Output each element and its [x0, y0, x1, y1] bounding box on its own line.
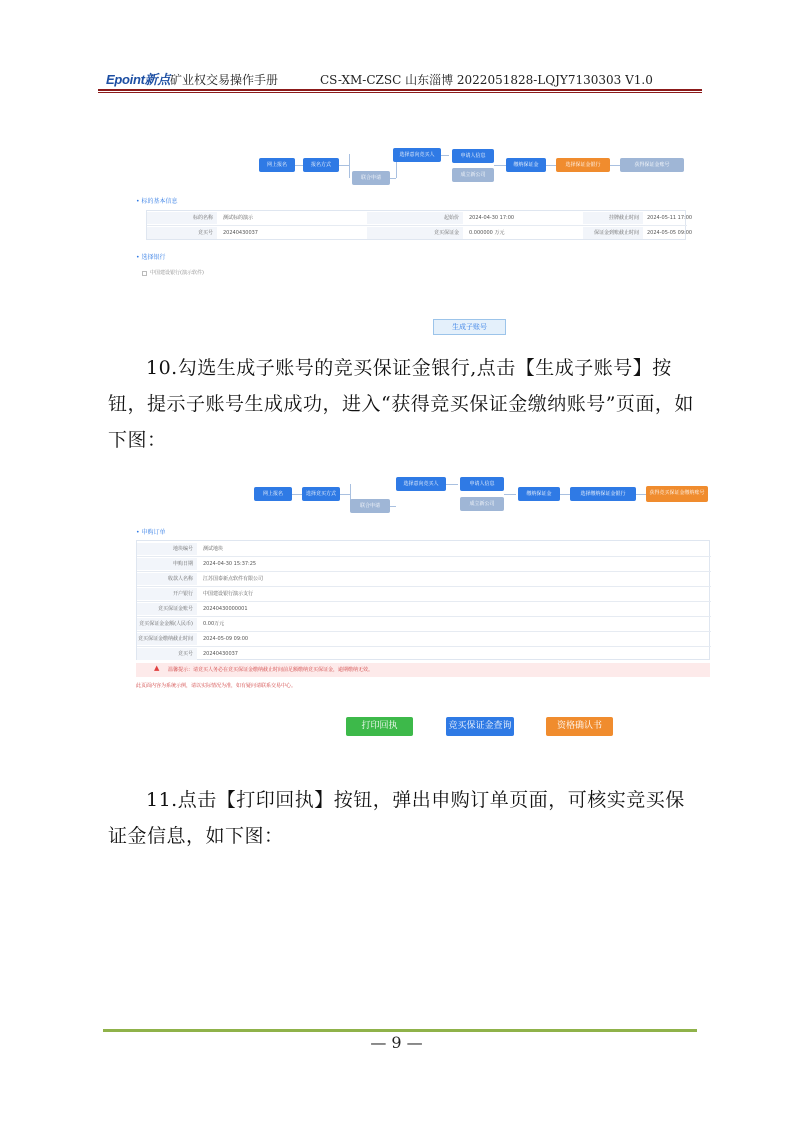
flow-step: 选择缴纳保证金银行 [570, 487, 636, 501]
flow-step: 缴纳保证金 [506, 158, 546, 172]
page-header [100, 66, 702, 90]
note-text: 此页面内容为系统示例，请以实际情况为准，如有疑问请联系交易中心。 [136, 683, 297, 689]
flow-step: 选择意向竞买人 [393, 148, 441, 162]
flow-step: 联合申请 [352, 171, 390, 185]
table-label: 竞买保证金 [367, 227, 463, 239]
table-value: 20240430037 [203, 651, 238, 657]
table-label: 竞买号 [147, 227, 217, 239]
bank-option-label: 中国建设银行(演示软件) [150, 270, 204, 276]
table-value: 江苏国泰新点软件有限公司 [203, 576, 264, 582]
warning-icon: ▲ [154, 664, 160, 672]
flow-step: 报名方式 [303, 158, 339, 172]
table-value: 2024-04-30 17:00 [469, 215, 515, 221]
flow-step: 网上报名 [254, 487, 292, 501]
order-table [136, 540, 710, 660]
flow-step: 选择意向竞买人 [396, 477, 446, 491]
screenshot-deposit-account [128, 480, 710, 740]
paragraph-step-11: 11.点击【打印回执】按钮，弹出申购订单页面，可核实竞买保证金信息，如下图： [108, 789, 685, 847]
flow-step: 获得竞买保证金缴纳账号 [646, 486, 708, 502]
warning-banner [136, 663, 710, 677]
table-label: 收款人名称 [137, 573, 197, 585]
flow-step: 选择竞买方式 [302, 487, 340, 501]
table-value: 2024-05-09 09:00 [203, 636, 249, 642]
table-value: 20240430037 [223, 230, 258, 236]
flow-step: 缴纳保证金 [518, 487, 560, 501]
flow-step: 获得保证金账号 [620, 158, 684, 172]
table-value: 测试地块 [203, 546, 224, 552]
flow-step: 成立新公司 [460, 497, 504, 511]
flow-step: 选择保证金银行 [556, 158, 610, 172]
flow-step: 联合申请 [350, 499, 390, 513]
table-value: 测试标的演示 [223, 215, 254, 221]
epoint-logo: Epoint新点 [106, 72, 171, 87]
bank-checkbox[interactable] [142, 271, 147, 276]
table-label: 申购日期 [137, 558, 197, 570]
flow-step: 申请人信息 [452, 149, 494, 163]
flow-step: 成立新公司 [452, 168, 494, 182]
table-label: 保证金到账截止时间 [583, 227, 643, 239]
table-label: 竞买保证金金额(人民币) [137, 618, 197, 630]
section-title: • 申购订单 [136, 527, 166, 536]
print-receipt-button[interactable]: 打印回执 [346, 717, 413, 736]
table-label: 竞买保证金账号 [137, 603, 197, 615]
header-code: CS-XM-CZSC 山东淄博 2022051828-LQJY7130303 V1.0 [320, 73, 653, 87]
table-value: 0.00万元 [203, 621, 225, 627]
table-value: 2024-05-05 09:00 [647, 230, 693, 236]
table-label: 竞买保证金缴纳截止时间 [137, 633, 197, 645]
section-title: • 选择银行 [136, 252, 166, 261]
table-value: 2024-04-30 15:37:25 [203, 561, 257, 567]
section-title: • 标的基本信息 [136, 196, 178, 205]
info-table [146, 210, 693, 240]
header-title: 矿业权交易操作手册 [170, 73, 279, 87]
flow-step: 网上报名 [259, 158, 295, 172]
warning-text: 温馨提示：请竞买人务必在竞买保证金缴纳截止时间前足额缴纳竞买保证金，逾期缴纳无效。 [168, 667, 374, 673]
page-number: — 9 — [370, 1033, 423, 1052]
table-label: 开户银行 [137, 588, 197, 600]
table-value: 2024-05-11 17:00 [647, 215, 693, 221]
header-rule-thin [98, 92, 702, 93]
table-label: 标的名称 [147, 212, 217, 224]
generate-subaccount-button[interactable]: 生成子账号 [433, 319, 506, 335]
table-value: 0.000000 万元 [469, 230, 505, 236]
header-rule [98, 89, 702, 91]
table-label: 竞买号 [137, 648, 197, 660]
qualification-button[interactable]: 资格确认书 [546, 717, 613, 736]
flow-step: 申请人信息 [460, 477, 504, 491]
table-label: 挂牌截止时间 [583, 212, 643, 224]
table-value: 中国建设银行演示支行 [203, 591, 254, 597]
footer-rule [103, 1029, 697, 1032]
screenshot-bank-selection [128, 140, 693, 340]
table-label: 地块编号 [137, 543, 197, 555]
deposit-query-button[interactable]: 竞买保证金查询 [446, 717, 514, 736]
table-label: 起始价 [367, 212, 463, 224]
paragraph-step-10: 10.勾选生成子账号的竞买保证金银行,点击【生成子账号】按钮，提示子账号生成成功，进入“获得竞买保证金缴纳账号”页面，如下图： [108, 357, 694, 451]
table-value: 20240430000001 [203, 606, 248, 612]
